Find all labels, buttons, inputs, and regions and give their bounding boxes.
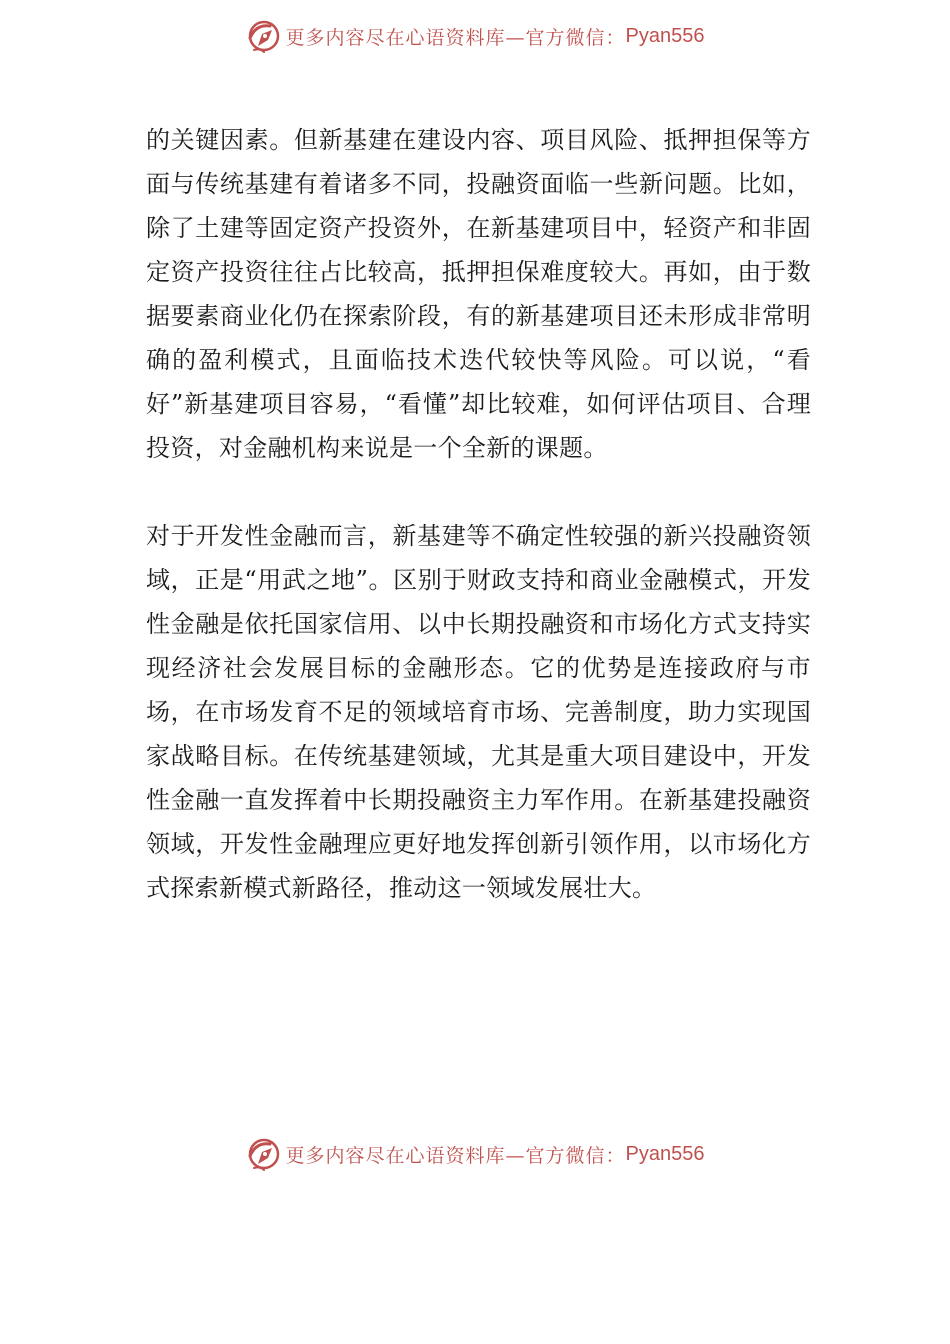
pen-nib-logo-icon	[246, 1136, 282, 1172]
article-body	[146, 118, 811, 910]
footer-wechat-id: Pyan556	[625, 1142, 705, 1165]
pen-nib-logo-icon	[246, 18, 282, 54]
footer-banner-text: 更多内容尽在心语资料库—官方微信：	[285, 1144, 626, 1167]
paragraph-2: 对于开发性金融而言，新基建等不确定性较强的新兴投融资领域，正是“用武之地”。区别于财政支持和商业金融模式，开发性金融是依托国家信用、以中长期投融资和市场化方式支持实现经济社会发展目标的金融形态。它的优势是连接政府与市场，在市场发育不足的领域培育市场、完善制度，助力实现国家战略目标。在传统基建领域，尤其是重大项目建设中，开发性金融一直发挥着中长期投融资主力军作用。在新基建投融资领域，开发性金融理应更好地发挥创新引领作用，以市场化方式探索新模式新路径，推动这一领域发展壮大。	[146, 522, 811, 902]
header-banner-text: 更多内容尽在心语资料库—官方微信：	[285, 26, 626, 49]
footer-banner	[0, 1132, 950, 1176]
header-wechat-id: Pyan556	[625, 24, 705, 47]
header-banner	[0, 14, 950, 58]
paragraph-1: 的关键因素。但新基建在建设内容、项目风险、抵押担保等方面与传统基建有着诸多不同，投融资面临一些新问题。比如，除了土建等固定资产投资外，在新基建项目中，轻资产和非固定资产投资往往占比较高，抵押担保难度较大。再如，由于数据要素商业化仍在探索阶段，有的新基建项目还未形成非常明确的盈利模式，且面临技术迭代较快等风险。可以说，“看好”新基建项目容易，“看懂”却比较难，如何评估项目、合理投资，对金融机构来说是一个全新的课题。	[146, 126, 811, 462]
